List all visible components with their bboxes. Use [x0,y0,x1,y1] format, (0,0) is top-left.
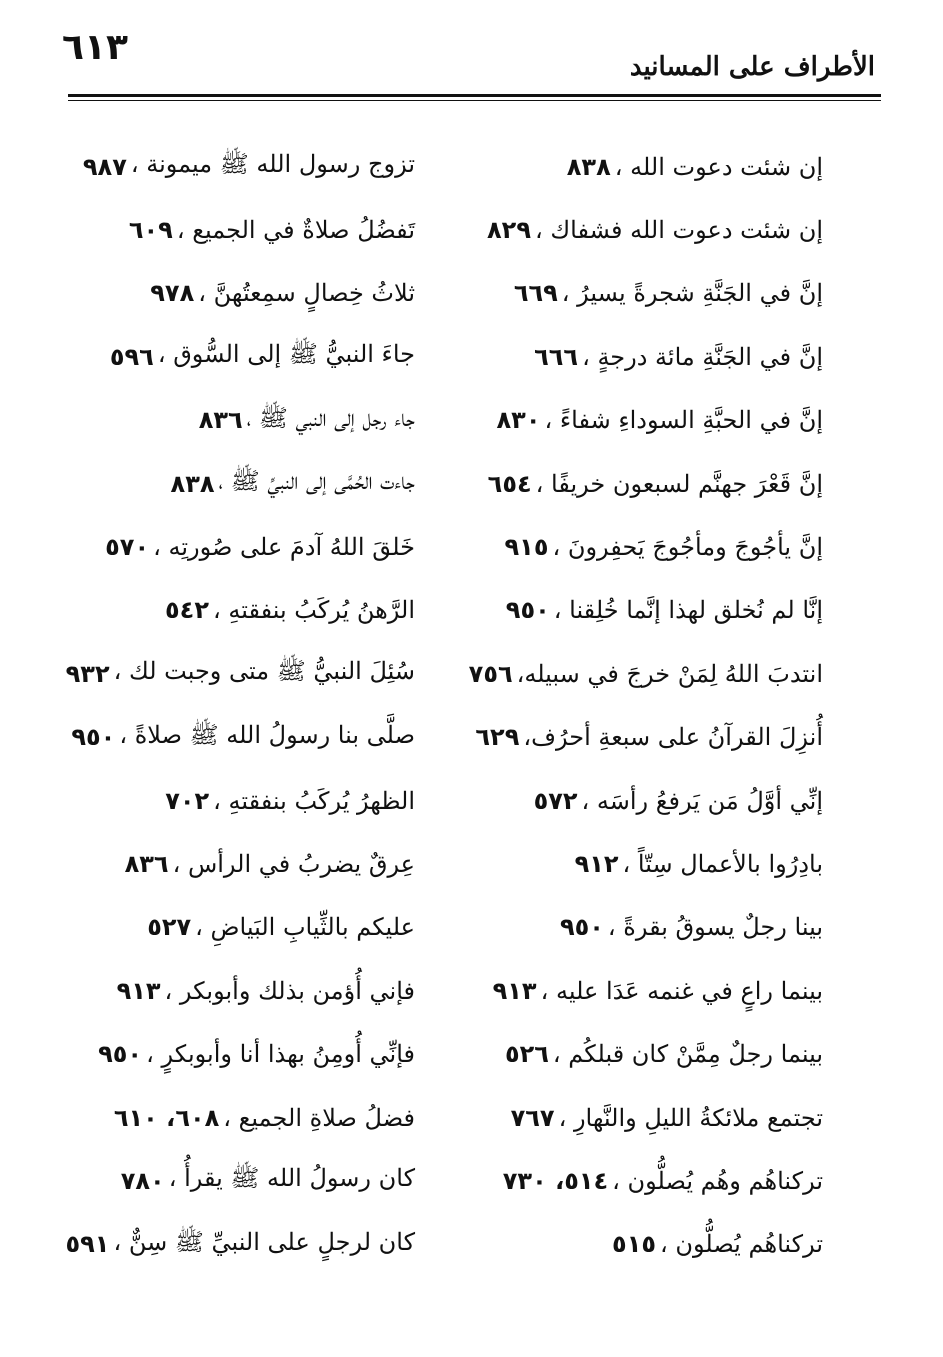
hadith-incipit: إنَّ يأجُوجَ ومأجُوجَ يَحفِرونَ ، [552,533,823,562]
index-entry [55,389,415,452]
index-entry [473,706,823,769]
hadith-incipit: كان لرجلٍ على النبيِّ ﷺ سِنٌّ ، [113,1227,415,1256]
page-reference: ٩١٣ [116,976,161,1005]
hadith-incipit: بينما رجلٌ مِمَّنْ كان قبلكُم ، [552,1040,823,1069]
hadith-incipit: خَلقَ اللهُ آدمَ على صُورتِه ، [153,533,415,562]
page-reference: ٩٥٠ [559,913,604,942]
hadith-incipit: صلَّى بنا رسولُ الله ﷺ صلاةً ، [119,720,415,749]
page-reference: ٥١٥ [612,1230,656,1259]
page-reference: ٩١٥ [504,533,549,562]
index-entry [55,579,415,642]
index-column-right [468,135,823,1276]
hadith-incipit: سُئِلَ النبيُّ ﷺ متى وجبت لك ، [113,657,415,686]
hadith-incipit: بينما راعٍ في غنمه عَدَا عليه ، [540,976,823,1005]
hadith-incipit: إنَّ في الحبَّةِ السوداءِ شفاءً ، [544,406,823,435]
hadith-incipit: الظهرُ يُركَبُ بنفقتهِ ، [213,786,415,815]
page-reference: ٥٢٧ [147,913,192,942]
index-entry [55,135,415,198]
hadith-incipit: فضلُ صلاةِ الجميع ، [223,1103,415,1132]
index-entry [55,1086,415,1149]
hadith-incipit: الرَّهنُ يُركَبُ بنفقتهِ ، [212,596,415,625]
index-entry [473,135,823,198]
index-entry [473,769,823,832]
page-reference: ٩٨٧ [82,152,127,181]
hadith-incipit: فإني أُؤمن بذلك وأبوبكر ، [164,976,415,1005]
page-reference: ٩٥٠ [505,596,550,625]
index-entry [55,959,415,1022]
index-entry [55,1213,415,1276]
page-reference: ٩٥٠ [98,1040,143,1069]
index-entry [473,389,823,452]
index-entry [55,896,415,959]
hadith-incipit: أُنزِلَ القرآنُ على سبعةِ أحرُف، [523,723,823,752]
index-entry [55,832,415,895]
index-entry [468,642,823,705]
hadith-incipit: إنَّ قَعْرَ جهنَّم لسبعون خريفًا ، [535,469,823,498]
page-reference: ٩٧٨ [150,279,195,308]
page-reference: ٨٣٠ [496,406,541,435]
index-entry [55,452,415,515]
page-reference: ٧٠٢ [165,786,210,815]
page-reference: ٧٦٧ [510,1103,555,1132]
page-reference: ٥١٤، ٧٣٠ [502,1166,609,1195]
index-entry [55,642,415,705]
index-entry [55,262,415,325]
hadith-incipit: تركناهُم وهُم يُصلُّون ، [612,1166,823,1195]
page-reference: ٨٢٩ [487,216,531,245]
hadith-incipit: ثلاثُ خِصالٍ سمِعتُهنَّ ، [198,279,415,308]
hadith-incipit: إنَّا لم نُخلق لهذا إنَّما خُلِقنا ، [553,596,823,625]
page-reference: ٨٣٦ [124,849,169,878]
page-reference: ٦٦٦ [534,342,579,371]
page-reference: ٨٣٨ [170,469,215,498]
index-entry [55,198,415,261]
page-reference: ٩١٢ [574,849,619,878]
page-reference: ٦٦٩ [513,279,558,308]
page-reference: ٦٠٨، ٦١٠ [113,1103,220,1132]
index-column-left [55,135,415,1276]
index-entry [473,1213,823,1276]
page-reference: ٧٥٦ [468,659,513,688]
page-reference: ٥٩٦ [109,342,154,371]
index-entry [473,1022,823,1085]
hadith-incipit: تجتمع ملائكةُ الليلِ والنَّهارِ ، [558,1103,823,1132]
page-reference: ٥٤٢ [165,596,209,625]
page-reference: ٥٧٢ [533,786,578,815]
hadith-incipit: تركناهُم يُصلُّون ، [660,1230,823,1259]
index-entry [473,1086,823,1149]
hadith-incipit: عِرقٌ يضربُ في الرأس ، [172,849,415,878]
hadith-incipit: إنَّ في الجَنَّةِ شجرةً يسيرُ ، [561,279,823,308]
index-entry [55,1149,415,1212]
hadith-incipit: إنِّي أوَّلُ مَن يَرفعُ رأسَه ، [581,786,823,815]
hadith-incipit: عليكم بالثِّيابِ البَياضِ ، [195,913,415,942]
hadith-incipit: تزوج رسول الله ﷺ ميمونة ، [130,150,415,179]
page-reference: ٩١٣ [492,976,537,1005]
hadith-incipit: كان رسولُ الله ﷺ يقرأُ ، [168,1164,415,1193]
index-entry [55,769,415,832]
page-reference: ٩٥٠ [71,723,116,752]
index-entry [473,515,823,578]
page-reference: ٦٠٩ [128,216,173,245]
page-number: ٦١٣ [62,27,128,68]
page-reference: ٥٢٦ [504,1040,549,1069]
hadith-incipit: إن شئت دعوت الله فشفاك ، [534,216,823,245]
page-reference: ٨٣٨ [566,152,611,181]
page-reference: ٦٥٤ [487,469,532,498]
hadith-incipit: جاء رجل إلى النبي ﷺ ، [246,403,415,432]
index-entry [55,515,415,578]
index-entry [55,1022,415,1085]
page-reference: ٨٣٦ [198,406,243,435]
index-entry [55,325,415,388]
hadith-incipit: جاءَ النبيُّ ﷺ إلى السُّوق ، [157,340,415,369]
index-entry [473,262,823,325]
index-entry [473,452,823,515]
page-reference: ٩٣٢ [65,659,110,688]
index-entry [473,896,823,959]
running-title: الأطراف على المسانيد [629,52,875,82]
hadith-incipit: تَفضُلُ صلاةٌ في الجميع ، [176,216,415,245]
hadith-incipit: جاءت الحُمَّى إلى النبيِّ ﷺ ، [218,467,415,496]
hadith-incipit: بينا رجلٌ يسوقُ بقرةً ، [607,913,823,942]
index-entry [473,959,823,1022]
page-reference: ٧٨٠ [120,1166,165,1195]
page-reference: ٦٢٩ [475,723,520,752]
index-entry [473,832,823,895]
hadith-incipit: فإنِّي أُومِنُ بهذا أنا وأبوبكرٍ ، [146,1040,415,1069]
hadith-incipit: إن شئت دعوت الله ، [614,152,823,181]
hadith-incipit: بادِرُوا بالأعمال سِتّاً ، [622,849,823,878]
index-entry [473,579,823,642]
header-rule-thin [68,100,881,101]
page-reference: ٥٧٠ [105,533,150,562]
index-entry [473,325,823,388]
header-rule-thick [68,94,881,97]
index-entry [473,1149,823,1212]
page-reference: ٥٩١ [65,1230,110,1259]
hadith-incipit: إنَّ في الجَنَّةِ مائة درجةٍ ، [582,342,823,371]
hadith-incipit: انتدبَ اللهُ لِمَنْ خرجَ في سبيله، [516,659,823,688]
index-entry [55,706,415,769]
index-entry [473,198,823,261]
